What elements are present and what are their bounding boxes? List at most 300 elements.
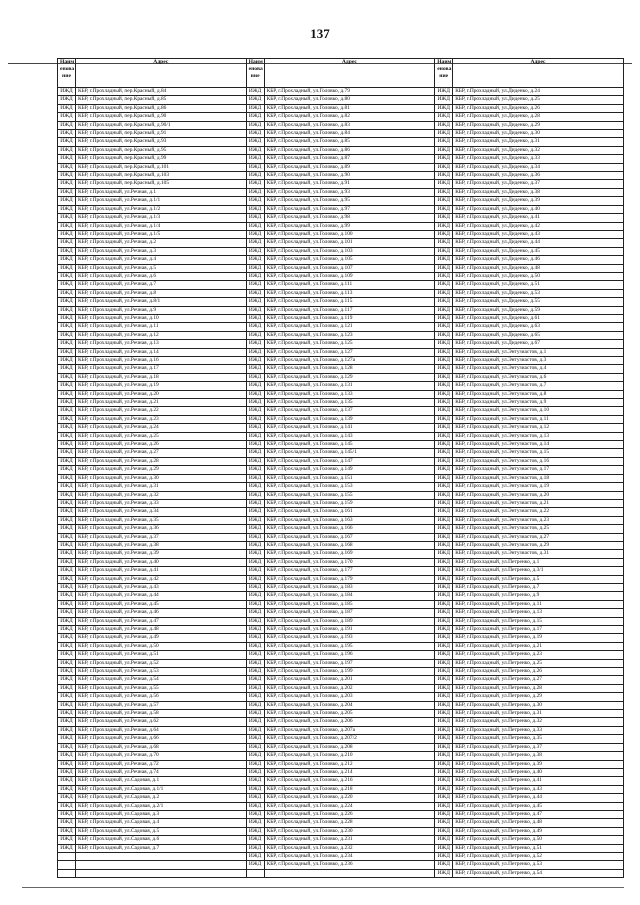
address-cell: КБР, г.Прохладный, ул.Речная, д.35 [76, 516, 247, 524]
address-cell: КБР, г.Прохладный, ул.Диденко, д.38 [453, 188, 624, 196]
address-cell: КБР, г.Прохладный, ул.Диденко, д.32 [453, 146, 624, 154]
table-row [58, 474, 624, 482]
address-cell: КБР, г.Прохладный, ул.Диденко, д.30 [453, 130, 624, 138]
object-type-cell: ИЖД [58, 617, 76, 625]
object-type-cell: ИЖД [246, 104, 264, 112]
address-cell: КБР, г.Прохладный, ул.Речная, д.40 [76, 558, 247, 566]
address-cell: КБР, г.Прохладный, ул.Головко, д.184 [264, 592, 435, 600]
table-row [58, 205, 624, 213]
address-cell: КБР, г.Прохладный, пер.Красный, д.93 [76, 138, 247, 146]
address-cell [76, 869, 247, 877]
object-type-cell: ИЖД [435, 415, 453, 423]
object-type-cell: ИЖД [58, 188, 76, 196]
table-row [58, 499, 624, 507]
address-cell: КБР, г.Прохладный, ул.Головко, д.121 [264, 323, 435, 331]
table-row [58, 676, 624, 684]
address-cell: КБР, г.Прохладный, ул.Петренко, д.7 [453, 583, 624, 591]
address-cell: КБР, г.Прохладный, пер.Красный, д.105 [76, 180, 247, 188]
object-type-cell: ИЖД [246, 113, 264, 121]
object-type-cell: ИЖД [435, 802, 453, 810]
address-table [57, 58, 624, 878]
address-cell: КБР, г.Прохладный, ул.Петренко, д.23 [453, 651, 624, 659]
table-row [58, 483, 624, 491]
object-type-cell: ИЖД [246, 735, 264, 743]
table-header-row [58, 59, 624, 88]
object-type-cell: ИЖД [435, 819, 453, 827]
object-type-cell: ИЖД [435, 701, 453, 709]
table-row [58, 575, 624, 583]
address-cell: КБР, г.Прохладный, ул.Головко, д.115 [264, 298, 435, 306]
address-cell: КБР, г.Прохладный, ул.Головко, д.101 [264, 239, 435, 247]
address-cell: КБР, г.Прохладный, ул.Речная, д.33 [76, 499, 247, 507]
object-type-cell: ИЖД [246, 348, 264, 356]
object-type-cell: ИЖД [58, 222, 76, 230]
address-cell: КБР, г.Прохладный, ул.Речная, д.25 [76, 432, 247, 440]
address-cell: КБР, г.Прохладный, ул.Головко, д.185 [264, 600, 435, 608]
object-type-cell: ИЖД [435, 264, 453, 272]
address-cell: КБР, г.Прохладный, ул.Диденко, д.26 [453, 104, 624, 112]
table-row [58, 272, 624, 280]
table-row [58, 600, 624, 608]
address-cell: КБР, г.Прохладный, ул.Диденко, д.40 [453, 205, 624, 213]
address-cell: КБР, г.Прохладный, ул.Петренко, д.26 [453, 668, 624, 676]
address-cell: КБР, г.Прохладный, ул.Петренко, д.13 [453, 609, 624, 617]
address-cell: КБР, г.Прохладный, ул.Петренко, д.41 [453, 777, 624, 785]
object-type-cell: ИЖД [435, 121, 453, 129]
object-type-cell: ИЖД [246, 197, 264, 205]
object-type-cell: ИЖД [58, 735, 76, 743]
table-row [58, 197, 624, 205]
address-cell: КБР, г.Прохладный, ул.Речная, д.22 [76, 407, 247, 415]
table-row [58, 567, 624, 575]
address-cell: КБР, г.Прохладный, ул.Речная, д.31 [76, 483, 247, 491]
object-type-cell: ИЖД [435, 188, 453, 196]
object-type-cell: ИЖД [246, 188, 264, 196]
object-type-cell: ИЖД [58, 567, 76, 575]
object-type-cell: ИЖД [246, 541, 264, 549]
address-cell: КБР, г.Прохладный, ул.Речная, д.13 [76, 340, 247, 348]
object-type-cell: ИЖД [58, 626, 76, 634]
table-row [58, 626, 624, 634]
object-type-cell: ИЖД [435, 659, 453, 667]
object-type-cell: ИЖД [246, 264, 264, 272]
address-cell: КБР, г.Прохладный, ул.Головко, д.151 [264, 474, 435, 482]
address-cell: КБР, г.Прохладный, ул.Петренко, д.30 [453, 701, 624, 709]
table-row [58, 256, 624, 264]
address-cell: КБР, г.Прохладный, ул.Петренко, д.48 [453, 819, 624, 827]
address-cell: КБР, г.Прохладный, пер.Красный, д.84 [76, 88, 247, 96]
object-type-cell: ИЖД [435, 88, 453, 96]
address-cell: КБР, г.Прохладный, ул.Диденко, д.36 [453, 172, 624, 180]
address-cell: КБР, г.Прохладный, ул.Петренко, д.28 [453, 684, 624, 692]
address-cell: КБР, г.Прохладный, ул.Речная, д.18 [76, 373, 247, 381]
object-type-cell: ИЖД [435, 777, 453, 785]
table-row [58, 726, 624, 734]
object-type-cell: ИЖД [435, 314, 453, 322]
object-type-cell: ИЖД [435, 104, 453, 112]
header-name-col-1: Наим енова ние [58, 59, 76, 88]
object-type-cell: ИЖД [435, 836, 453, 844]
address-cell [76, 852, 247, 860]
object-type-cell: ИЖД [435, 861, 453, 869]
object-type-cell: ИЖД [246, 146, 264, 154]
address-cell: КБР, г.Прохладный, ул.Головко, д.199 [264, 668, 435, 676]
object-type-cell: ИЖД [246, 642, 264, 650]
object-type-cell: ИЖД [58, 205, 76, 213]
table-row [58, 550, 624, 558]
table-row [58, 533, 624, 541]
object-type-cell: ИЖД [246, 390, 264, 398]
address-cell: КБР, г.Прохладный, ул.Головко, д.141 [264, 424, 435, 432]
address-cell: КБР, г.Прохладный, ул.Головко, д.167 [264, 533, 435, 541]
address-cell: КБР, г.Прохладный, ул.Речная, д.62 [76, 718, 247, 726]
address-cell: КБР, г.Прохладный, ул.Речная, д.51 [76, 651, 247, 659]
address-cell: КБР, г.Прохладный, ул.Энтузиастов, д.3 [453, 357, 624, 365]
address-cell: КБР, г.Прохладный, ул.Диденко, д.55 [453, 298, 624, 306]
address-cell: КБР, г.Прохладный, ул.Энтузиастов, д.21 [453, 499, 624, 507]
object-type-cell: ИЖД [246, 130, 264, 138]
object-type-cell: ИЖД [58, 575, 76, 583]
object-type-cell: ИЖД [435, 340, 453, 348]
address-cell: КБР, г.Прохладный, ул.Речная, д.12 [76, 331, 247, 339]
address-cell: КБР, г.Прохладный, ул.Диденко, д.41 [453, 214, 624, 222]
object-type-cell: ИЖД [435, 247, 453, 255]
table-row [58, 130, 624, 138]
address-cell: КБР, г.Прохладный, ул.Речная, д.14 [76, 348, 247, 356]
address-cell: КБР, г.Прохладный, ул.Энтузиастов, д.20 [453, 491, 624, 499]
object-type-cell: ИЖД [58, 684, 76, 692]
object-type-cell: ИЖД [435, 390, 453, 398]
address-cell: КБР, г.Прохладный, ул.Головко, д.203 [264, 693, 435, 701]
object-type-cell: ИЖД [58, 230, 76, 238]
object-type-cell: ИЖД [246, 760, 264, 768]
address-cell: КБР, г.Прохладный, ул.Головко, д.97 [264, 205, 435, 213]
address-cell: КБР, г.Прохладный, ул.Речная, д.55 [76, 684, 247, 692]
address-cell: КБР, г.Прохладный, ул.Петренко, д.31 [453, 710, 624, 718]
object-type-cell: ИЖД [58, 415, 76, 423]
address-cell: КБР, г.Прохладный, ул.Головко, д.204 [264, 701, 435, 709]
object-type-cell: ИЖД [435, 852, 453, 860]
address-cell: КБР, г.Прохладный, ул.Головко, д.191 [264, 626, 435, 634]
address-cell: КБР, г.Прохладный, ул.Головко, д.169 [264, 550, 435, 558]
address-cell: КБР, г.Прохладный, ул.Речная, д.42 [76, 575, 247, 583]
object-type-cell: ИЖД [435, 491, 453, 499]
object-type-cell: ИЖД [246, 449, 264, 457]
table-row [58, 357, 624, 365]
object-type-cell: ИЖД [58, 289, 76, 297]
object-type-cell: ИЖД [246, 272, 264, 280]
table-row [58, 718, 624, 726]
address-cell: КБР, г.Прохладный, ул.Энтузиастов, д.22 [453, 508, 624, 516]
object-type-cell: ИЖД [246, 256, 264, 264]
object-type-cell: ИЖД [435, 558, 453, 566]
object-type-cell: ИЖД [435, 768, 453, 776]
table-row [58, 298, 624, 306]
address-cell: КБР, г.Прохладный, ул.Диденко, д.50 [453, 272, 624, 280]
address-cell: КБР, г.Прохладный, ул.Речная, д.34 [76, 508, 247, 516]
object-type-cell: ИЖД [58, 214, 76, 222]
address-cell: КБР, г.Прохладный, ул.Речная, д.70 [76, 752, 247, 760]
address-cell: КБР, г.Прохладный, ул.Речная, д.23 [76, 415, 247, 423]
object-type-cell: ИЖД [246, 491, 264, 499]
table-row [58, 180, 624, 188]
object-type-cell: ИЖД [435, 676, 453, 684]
address-cell: КБР, г.Прохладный, ул.Головко, д.99 [264, 222, 435, 230]
address-cell: КБР, г.Прохладный, ул.Энтузиастов, д.31 [453, 550, 624, 558]
table-row [58, 264, 624, 272]
address-cell: КБР, г.Прохладный, ул.Головко, д.133 [264, 390, 435, 398]
object-type-cell: ИЖД [58, 634, 76, 642]
address-cell: КБР, г.Прохладный, ул.Садовая, д.1/1 [76, 785, 247, 793]
object-type-cell: ИЖД [58, 609, 76, 617]
address-cell: КБР, г.Прохладный, ул.Головко, д.218 [264, 785, 435, 793]
table-row [58, 508, 624, 516]
table-row [58, 348, 624, 356]
object-type-cell: ИЖД [58, 180, 76, 188]
table-row [58, 373, 624, 381]
object-type-cell: ИЖД [58, 541, 76, 549]
table-row [58, 827, 624, 835]
table-row [58, 701, 624, 709]
table-row [58, 525, 624, 533]
address-cell: КБР, г.Прохладный, ул.Головко, д.210 [264, 752, 435, 760]
address-cell: КБР, г.Прохладный, ул.Речная, д.28 [76, 457, 247, 465]
address-cell: КБР, г.Прохладный, ул.Речная, д.66 [76, 735, 247, 743]
address-cell: КБР, г.Прохладный, ул.Речная, д.68 [76, 743, 247, 751]
address-cell: КБР, г.Прохладный, ул.Речная, д.32 [76, 491, 247, 499]
object-type-cell: ИЖД [435, 323, 453, 331]
address-cell: КБР, г.Прохладный, ул.Головко, д.208 [264, 743, 435, 751]
table-row [58, 516, 624, 524]
object-type-cell: ИЖД [246, 592, 264, 600]
address-cell: КБР, г.Прохладный, ул.Петренко, д.52 [453, 852, 624, 860]
object-type-cell: ИЖД [435, 743, 453, 751]
address-cell: КБР, г.Прохладный, ул.Речная, д.26 [76, 441, 247, 449]
object-type-cell: ИЖД [435, 222, 453, 230]
object-type-cell: ИЖД [246, 365, 264, 373]
address-cell: КБР, г.Прохладный, ул.Энтузиастов, д.13 [453, 432, 624, 440]
address-cell: КБР, г.Прохладный, ул.Садовая, д.3 [76, 810, 247, 818]
table-row [58, 634, 624, 642]
address-cell: КБР, г.Прохладный, ул.Речная, д.44 [76, 592, 247, 600]
object-type-cell: ИЖД [246, 634, 264, 642]
address-cell: КБР, г.Прохладный, ул.Головко, д.207а [264, 726, 435, 734]
object-type-cell: ИЖД [435, 794, 453, 802]
table-row [58, 113, 624, 121]
object-type-cell: ИЖД [58, 88, 76, 96]
address-cell: КБР, г.Прохладный, ул.Энтузиастов, д.7 [453, 382, 624, 390]
address-cell: КБР, г.Прохладный, ул.Энтузиастов, д.23 [453, 516, 624, 524]
object-type-cell: ИЖД [58, 768, 76, 776]
object-type-cell: ИЖД [246, 306, 264, 314]
object-type-cell: ИЖД [58, 264, 76, 272]
table-row [58, 247, 624, 255]
address-cell: КБР, г.Прохладный, ул.Петренко, д.27 [453, 676, 624, 684]
object-type-cell: ИЖД [58, 583, 76, 591]
address-cell: КБР, г.Прохладный, ул.Речная, д.24 [76, 424, 247, 432]
object-type-cell: ИЖД [246, 794, 264, 802]
address-table-wrapper [57, 58, 623, 878]
address-cell: КБР, г.Прохладный, ул.Головко, д.109 [264, 272, 435, 280]
object-type-cell: ИЖД [246, 558, 264, 566]
table-row [58, 852, 624, 860]
address-cell: КБР, г.Прохладный, ул.Петренко, д.43 [453, 785, 624, 793]
object-type-cell: ИЖД [435, 483, 453, 491]
table-row [58, 491, 624, 499]
object-type-cell: ИЖД [58, 802, 76, 810]
address-cell: КБР, г.Прохладный, ул.Энтузиастов, д.9 [453, 399, 624, 407]
object-type-cell: ИЖД [58, 256, 76, 264]
address-cell: КБР, г.Прохладный, ул.Головко, д.103 [264, 247, 435, 255]
table-row [58, 710, 624, 718]
object-type-cell: ИЖД [435, 668, 453, 676]
object-type-cell: ИЖД [435, 407, 453, 415]
address-cell: КБР, г.Прохладный, ул.Петренко, д.47 [453, 810, 624, 818]
address-cell: КБР, г.Прохладный, ул.Речная, д.20 [76, 390, 247, 398]
table-row [58, 768, 624, 776]
object-type-cell: ИЖД [58, 701, 76, 709]
object-type-cell: ИЖД [58, 298, 76, 306]
address-cell: КБР, г.Прохладный, ул.Головко, д.147 [264, 457, 435, 465]
object-type-cell: ИЖД [246, 768, 264, 776]
object-type-cell: ИЖД [58, 449, 76, 457]
address-cell: КБР, г.Прохладный, ул.Речная, д.41 [76, 567, 247, 575]
object-type-cell: ИЖД [435, 399, 453, 407]
address-cell: КБР, г.Прохладный, ул.Головко, д.195 [264, 642, 435, 650]
address-cell: КБР, г.Прохладный, ул.Головко, д.149 [264, 466, 435, 474]
address-cell: КБР, г.Прохладный, ул.Речная, д.2 [76, 239, 247, 247]
table-row [58, 399, 624, 407]
object-type-cell: ИЖД [246, 155, 264, 163]
object-type-cell: ИЖД [435, 760, 453, 768]
table-row [58, 684, 624, 692]
address-cell: КБР, г.Прохладный, ул.Диденко, д.48 [453, 264, 624, 272]
table-row [58, 146, 624, 154]
address-cell: КБР, г.Прохладный, ул.Диденко, д.31 [453, 138, 624, 146]
address-cell: КБР, г.Прохладный, ул.Петренко, д.9 [453, 592, 624, 600]
address-cell: КБР, г.Прохладный, ул.Головко, д.143 [264, 432, 435, 440]
address-cell: КБР, г.Прохладный, ул.Головко, д.205 [264, 710, 435, 718]
object-type-cell: ИЖД [58, 651, 76, 659]
object-type-cell: ИЖД [246, 609, 264, 617]
object-type-cell: ИЖД [58, 600, 76, 608]
object-type-cell: ИЖД [58, 693, 76, 701]
object-type-cell: ИЖД [58, 785, 76, 793]
address-cell: КБР, г.Прохладный, ул.Петренко, д.19 [453, 634, 624, 642]
table-row [58, 340, 624, 348]
object-type-cell: ИЖД [58, 760, 76, 768]
table-row [58, 441, 624, 449]
address-cell: КБР, г.Прохладный, ул.Речная, д.36 [76, 525, 247, 533]
object-type-cell: ИЖД [58, 357, 76, 365]
object-type-cell: ИЖД [246, 239, 264, 247]
address-cell: КБР, г.Прохладный, ул.Головко, д.84 [264, 130, 435, 138]
address-cell: КБР, г.Прохладный, ул.Головко, д.89 [264, 163, 435, 171]
address-cell [76, 861, 247, 869]
object-type-cell: ИЖД [58, 483, 76, 491]
object-type-cell: ИЖД [435, 541, 453, 549]
address-cell: КБР, г.Прохладный, ул.Петренко, д.44 [453, 794, 624, 802]
object-type-cell: ИЖД [58, 810, 76, 818]
object-type-cell: ИЖД [435, 634, 453, 642]
address-cell: КБР, г.Прохладный, ул.Речная, д.9 [76, 306, 247, 314]
object-type-cell: ИЖД [58, 113, 76, 121]
table-row [58, 239, 624, 247]
object-type-cell: ИЖД [58, 844, 76, 852]
address-cell: КБР, г.Прохладный, ул.Петренко, д.51 [453, 844, 624, 852]
address-cell: КБР, г.Прохладный, ул.Диденко, д.28 [453, 113, 624, 121]
address-cell: КБР, г.Прохладный, ул.Речная, д.5 [76, 264, 247, 272]
object-type-cell: ИЖД [246, 474, 264, 482]
table-row [58, 323, 624, 331]
address-cell: КБР, г.Прохладный, ул.Петренко, д.17 [453, 626, 624, 634]
address-cell: КБР, г.Прохладный, ул.Диденко, д.61 [453, 314, 624, 322]
address-cell: КБР, г.Прохладный, ул.Речная, д.19 [76, 382, 247, 390]
object-type-cell: ИЖД [246, 827, 264, 835]
object-type-cell: ИЖД [246, 617, 264, 625]
header-name-col-2: Наим енова ние [246, 59, 264, 88]
address-cell: КБР, г.Прохладный, ул.Головко, д.113 [264, 289, 435, 297]
address-cell: КБР, г.Прохладный, ул.Петренко, д.50 [453, 836, 624, 844]
address-cell: КБР, г.Прохладный, ул.Головко, д.131 [264, 382, 435, 390]
object-type-cell: ИЖД [435, 172, 453, 180]
address-cell: КБР, г.Прохладный, ул.Головко, д.135 [264, 399, 435, 407]
object-type-cell: ИЖД [435, 609, 453, 617]
object-type-cell: ИЖД [58, 491, 76, 499]
address-cell: КБР, г.Прохладный, ул.Диденко, д.42 [453, 222, 624, 230]
address-cell: КБР, г.Прохладный, ул.Речная, д.49 [76, 634, 247, 642]
object-type-cell: ИЖД [435, 130, 453, 138]
address-cell: КБР, г.Прохладный, ул.Петренко, д.39 [453, 760, 624, 768]
object-type-cell: ИЖД [246, 684, 264, 692]
address-cell: КБР, г.Прохладный, пер.Красный, д.95 [76, 146, 247, 154]
table-row [58, 163, 624, 171]
object-type-cell: ИЖД [58, 726, 76, 734]
address-cell: КБР, г.Прохладный, ул.Головко, д.220 [264, 794, 435, 802]
object-type-cell: ИЖД [435, 146, 453, 154]
object-type-cell: ИЖД [246, 533, 264, 541]
object-type-cell: ИЖД [58, 172, 76, 180]
object-type-cell: ИЖД [435, 449, 453, 457]
address-cell: КБР, г.Прохладный, пер.Красный, д.86 [76, 104, 247, 112]
object-type-cell: ИЖД [246, 525, 264, 533]
table-row [58, 222, 624, 230]
object-type-cell: ИЖД [435, 869, 453, 877]
object-type-cell: ИЖД [246, 314, 264, 322]
object-type-cell: ИЖД [246, 600, 264, 608]
object-type-cell: ИЖД [246, 357, 264, 365]
object-type-cell [58, 861, 76, 869]
address-cell: КБР, г.Прохладный, ул.Петренко, д.49 [453, 827, 624, 835]
table-row [58, 172, 624, 180]
object-type-cell: ИЖД [58, 752, 76, 760]
object-type-cell: ИЖД [58, 197, 76, 205]
address-cell: КБР, г.Прохладный, ул.Речная, д.57 [76, 701, 247, 709]
address-cell: КБР, г.Прохладный, ул.Энтузиастов, д.17 [453, 466, 624, 474]
object-type-cell: ИЖД [435, 466, 453, 474]
address-cell: КБР, г.Прохладный, ул.Петренко, д.54 [453, 869, 624, 877]
address-cell: КБР, г.Прохладный, ул.Диденко, д.43 [453, 230, 624, 238]
object-type-cell: ИЖД [58, 676, 76, 684]
object-type-cell: ИЖД [246, 668, 264, 676]
object-type-cell: ИЖД [435, 457, 453, 465]
address-cell: КБР, г.Прохладный, ул.Речная, д.45 [76, 600, 247, 608]
object-type-cell: ИЖД [435, 180, 453, 188]
object-type-cell: ИЖД [58, 239, 76, 247]
object-type-cell: ИЖД [58, 550, 76, 558]
object-type-cell: ИЖД [58, 399, 76, 407]
address-cell: КБР, г.Прохладный, ул.Энтузиастов, д.27 [453, 533, 624, 541]
